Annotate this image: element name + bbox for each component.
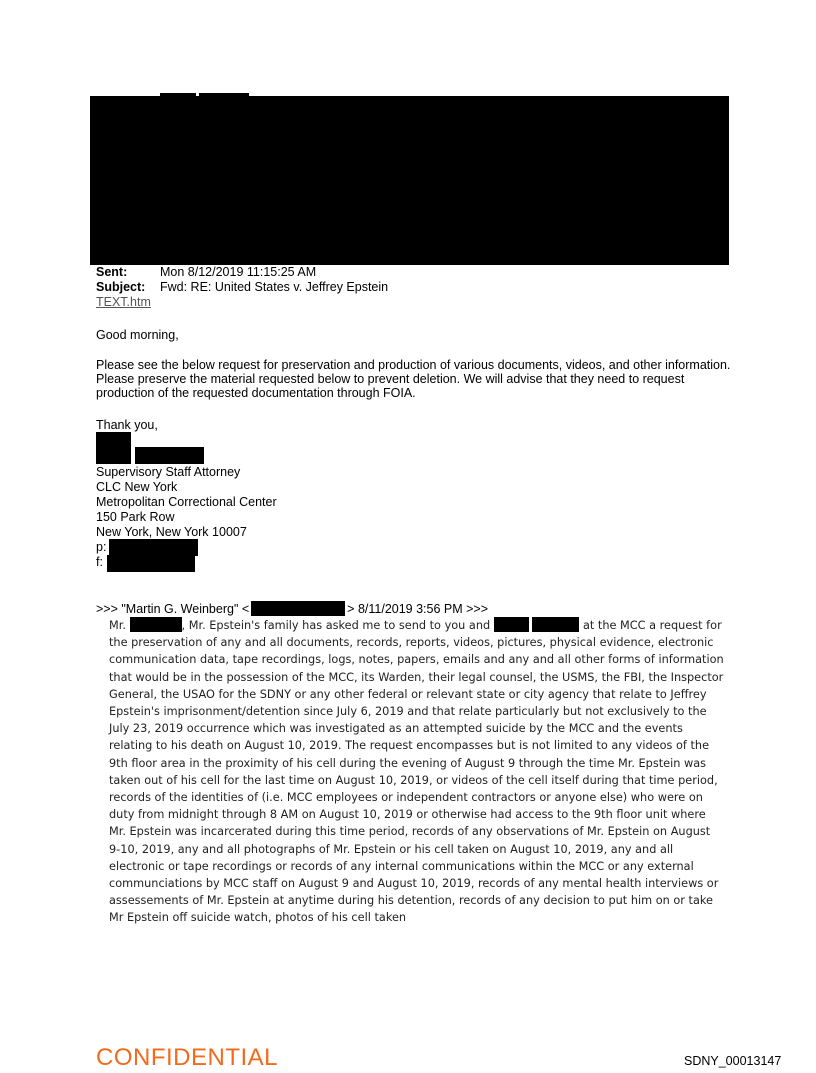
forward-header (96, 601, 488, 616)
redaction-header-block (90, 96, 729, 265)
attachment-link[interactable]: TEXT.htm (96, 295, 151, 309)
forwarded-seg1: , Mr. Epstein's family has asked me to send to you and (181, 619, 491, 632)
forward-header-end: > 8/11/2019 3:56 PM >>> (347, 602, 489, 616)
redaction-header-tab-2 (199, 93, 249, 97)
signature-city: New York, New York 10007 (96, 525, 247, 539)
redaction-signature-last (135, 447, 204, 464)
signature-phone-label: p: (96, 540, 107, 554)
subject-row (96, 280, 388, 294)
bates-number: SDNY_00013147 (684, 1054, 782, 1068)
redaction-person-last (532, 617, 579, 632)
signature-title: Supervisory Staff Attorney (96, 465, 241, 479)
confidential-stamp: CONFIDENTIAL (96, 1044, 279, 1071)
redaction-recipient-name (130, 617, 182, 632)
redaction-sender-email (251, 601, 345, 616)
signature-facility: Metropolitan Correctional Center (96, 495, 277, 509)
sent-value: Mon 8/12/2019 11:15:25 AM (160, 265, 317, 279)
forwarded-body (109, 617, 725, 927)
redaction-fax (107, 555, 195, 572)
forwarded-salutation: Mr. (109, 619, 126, 632)
greeting: Good morning, (96, 328, 179, 342)
redaction-person-first (494, 617, 529, 632)
sent-label: Sent: (96, 265, 128, 279)
sent-row (96, 265, 316, 279)
signature-fax-label: f: (96, 555, 103, 569)
redaction-signature-first (96, 432, 131, 464)
subject-value: Fwd: RE: United States v. Jeffrey Epstein (160, 280, 389, 294)
redaction-phone (109, 539, 198, 556)
forward-header-start: >>> "Martin G. Weinberg" < (96, 602, 250, 616)
signature-office: CLC New York (96, 480, 178, 494)
forwarded-seg2: at the MCC a request for the preservation of any and all documents, records, reports, videos, pictures, physical evidence, electronic communication data, tape recordings, logs, notes, papers, emails and any and all other forms of information that would be in the possession of the MCC, its Warden, their legal counsel, the USMS, the FBI, the Inspector General, the USAO for the SDNY or any other federal or relevant state or city agency that relate to Jeffrey Epstein's imprisonment/detention since July 6, 2019 and that relate particularly but not exclusively to the July 23, 2019 occurrence which was investigated as an attempted suicide by the MCC and the events relating to his death on August 10, 2019. The request encompasses but is not limited to any videos of the 9th floor area in the proximity of his cell during the evening of August 9 through the time Mr. Epstein was taken out of his cell for the last time on August 10, 2019, or videos of the cell itself during that time period, records of the identities of (i.e. MCC employees or independent contractors or anyone else) who were on duty from midnight through 8 AM on August 10, 2019 or otherwise had access to the 9th floor unit where Mr. Epstein was incarcerated during this time period, records of any observations of Mr. Epstein on August 9-10, 2019, any and all photographs of Mr. Epstein or his cell taken on August 10, 2019, any and all electronic or tape recordings or records of any internal communications within the MCC or any external communciations by MCC staff on August 9 and August 10, 2019, records of any mental health interviews or assessements of Mr. Epstein at anytime during his detention, records of any decision to put him on or take Mr Epstein off suicide watch, photos of his cell taken (109, 619, 724, 925)
message-paragraph: Please see the below request for preservation and production of various documents, videos, and other information. Please preserve the material requested below to prevent deletion. We will advise that they need to request production of the requested documentation through FOIA. (96, 358, 731, 400)
signature-street: 150 Park Row (96, 510, 175, 524)
closing: Thank you, (96, 418, 158, 432)
redaction-header-tab-1 (160, 93, 196, 97)
attachment-row (96, 295, 151, 309)
subject-label: Subject: (96, 280, 146, 294)
